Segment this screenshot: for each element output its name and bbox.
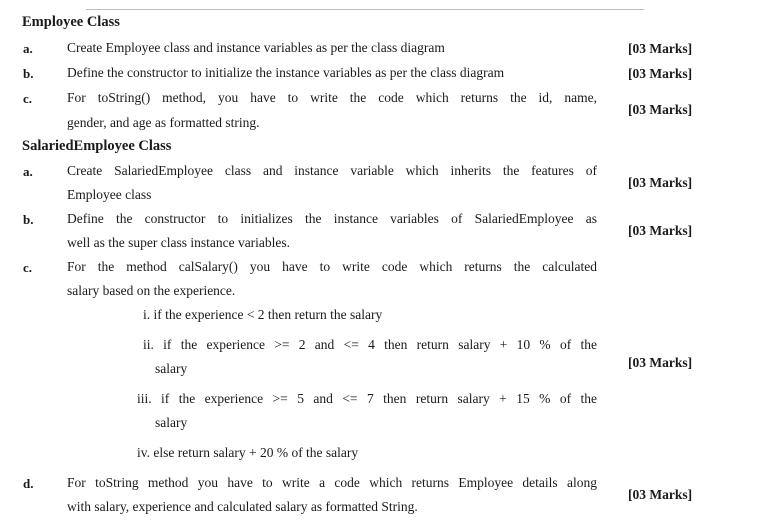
salaried-item-a-label: a. (23, 164, 33, 179)
salaried-item-c-line2: salary based on the experience. (67, 283, 236, 298)
employee-item-b-text: Define the constructor to initialize the instance variables as per the class diagram (67, 65, 505, 80)
salaried-item-c-sub-iii-line1: iii. if the experience >= 5 and <= 7 then return salary + 15 % of the (137, 391, 597, 406)
employee-item-c-line1: For toString() method, you have to write the code which returns the id, name, (67, 90, 597, 105)
salaried-item-c-sub-i: i. if the experience < 2 then return the salary (143, 307, 383, 322)
salaried-item-a-line1: Create SalariedEmployee class and instance variable which inherits the features of (67, 163, 597, 178)
salaried-item-c-sub-iv: iv. else return salary + 20 % of the salary (137, 445, 359, 460)
employee-item-a-text: Create Employee class and instance variables as per the class diagram (67, 40, 445, 55)
salaried-item-c-label: c. (23, 260, 33, 275)
top-divider (86, 9, 644, 10)
salaried-item-b-line2: well as the super class instance variables. (67, 235, 291, 250)
employee-item-c-label: c. (23, 91, 33, 106)
employee-item-a-marks: [03 Marks] (628, 41, 693, 56)
salaried-item-b-line1: Define the constructor to initializes the instance variables of SalariedEmployee as (67, 211, 597, 226)
salaried-item-b-marks: [03 Marks] (628, 223, 693, 238)
employee-item-b-label: b. (23, 66, 34, 81)
salaried-item-c-marks: [03 Marks] (628, 355, 693, 370)
employee-item-b-marks: [03 Marks] (628, 66, 693, 81)
salaried-item-c-sub-iii-line2: salary (155, 415, 188, 430)
salaried-item-b-label: b. (23, 212, 34, 227)
salaried-item-c-sub-ii-line2: salary (155, 361, 188, 376)
salaried-class-heading: SalariedEmployee Class (22, 138, 172, 154)
salaried-item-a-line2: Employee class (67, 187, 152, 202)
employee-item-c-marks: [03 Marks] (628, 102, 693, 117)
salaried-item-d-label: d. (23, 476, 34, 491)
employee-class-heading: Employee Class (22, 14, 120, 30)
salaried-item-c-sub-ii-line1: ii. if the experience >= 2 and <= 4 then return salary + 10 % of the (143, 337, 597, 352)
salaried-item-a-marks: [03 Marks] (628, 175, 693, 190)
salaried-item-d-line1: For toString method you have to write a code which returns Employee details along (67, 475, 597, 490)
salaried-item-d-line2: with salary, experience and calculated salary as formatted String. (67, 499, 418, 514)
salaried-item-c-line1: For the method calSalary() you have to write code which returns the calculated (67, 259, 597, 274)
employee-item-a-label: a. (23, 41, 33, 56)
salaried-item-d-marks: [03 Marks] (628, 487, 693, 502)
employee-item-c-line2: gender, and age as formatted string. (67, 115, 260, 130)
